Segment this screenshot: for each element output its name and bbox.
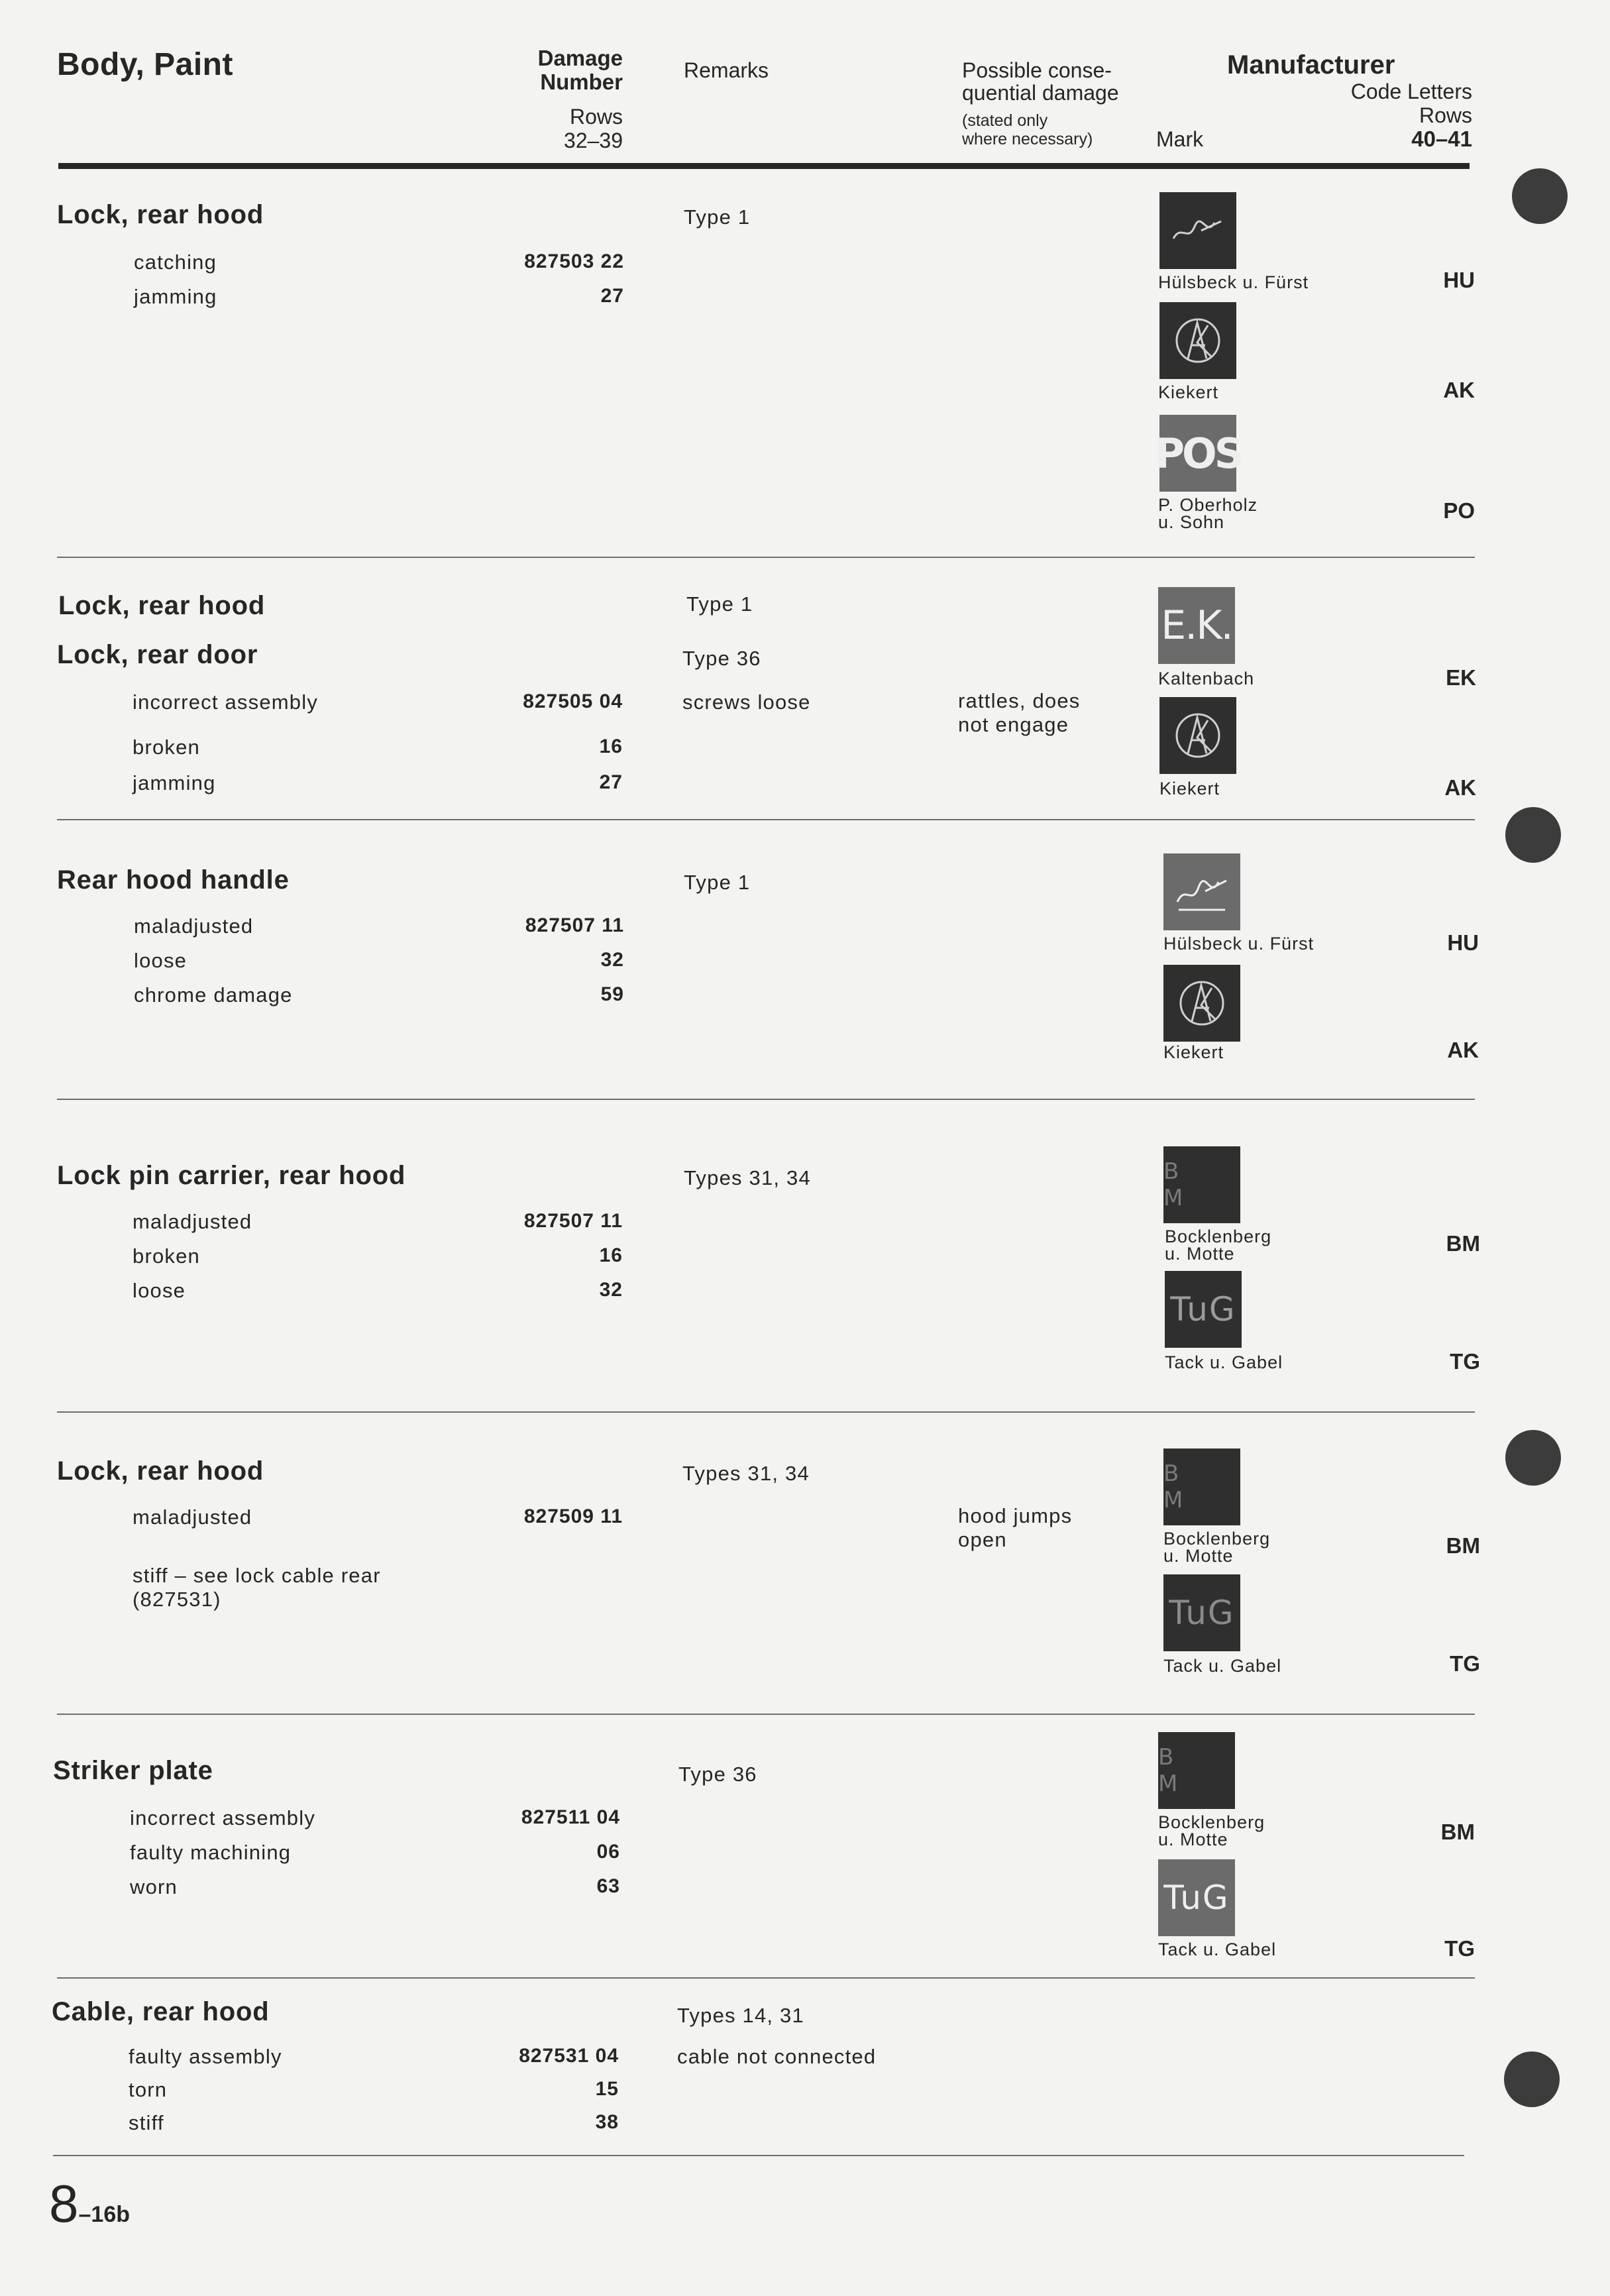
- ak-logo-icon: [1172, 973, 1232, 1033]
- damage-number: 38: [595, 2111, 619, 2133]
- section-title: Lock, rear hood: [58, 591, 266, 620]
- damage-number: 827531 04: [519, 2045, 619, 2067]
- manufacturer-name: Kaltenbach: [1158, 669, 1255, 688]
- item-label: incorrect assembly: [130, 1806, 316, 1830]
- manufacturer-logo: TuG: [1165, 1271, 1242, 1348]
- remark-type: Type 1: [686, 592, 753, 616]
- code-letters-header: Code Letters: [1350, 80, 1472, 103]
- damage-number: 827503 22: [524, 250, 624, 272]
- damage-number-header-line2: Number: [540, 70, 623, 94]
- hu-logo-icon: [1172, 869, 1232, 915]
- section-title: Striker plate: [53, 1756, 213, 1785]
- item-label: loose: [134, 949, 188, 972]
- consequential-damage-line1: hood jumps: [958, 1504, 1073, 1527]
- code-rows-label: Rows: [1419, 103, 1472, 127]
- item-label-line2: (827531): [133, 1588, 221, 1611]
- item-label: chrome damage: [134, 983, 293, 1007]
- code-letters: EK: [1446, 665, 1476, 690]
- code-letters: AK: [1443, 378, 1475, 402]
- manufacturer-logo: [1159, 192, 1236, 269]
- manufacturer-name-line2: u. Sohn: [1158, 512, 1225, 532]
- item-label: catching: [134, 250, 217, 274]
- code-letters: AK: [1447, 1038, 1479, 1062]
- section-title: Cable, rear hood: [52, 1997, 270, 2026]
- remark-type: Types 14, 31: [677, 2004, 804, 2027]
- page-number-suffix: –16b: [78, 2202, 130, 2227]
- remarks-header: Remarks: [684, 58, 769, 82]
- damage-number: 27: [599, 771, 623, 793]
- section-title: Lock, rear door: [57, 640, 258, 669]
- mark-header: Mark: [1156, 127, 1204, 151]
- consequential-note-line2: where necessary): [962, 130, 1093, 148]
- code-letters: PO: [1443, 498, 1475, 523]
- code-letters: BM: [1440, 1820, 1475, 1844]
- item-label: stiff: [129, 2111, 164, 2134]
- damage-number: 827509 11: [523, 1505, 623, 1527]
- code-letters: TG: [1444, 1936, 1475, 1961]
- manufacturer-logo: POS: [1159, 415, 1236, 492]
- manufacturer-name-line1: P. Oberholz: [1158, 495, 1258, 515]
- item-label: broken: [133, 736, 200, 759]
- manufacturer-name: Tack u. Gabel: [1165, 1352, 1283, 1372]
- item-label: torn: [129, 2078, 168, 2101]
- manufacturer-name: Hülsbeck u. Fürst: [1163, 934, 1315, 954]
- remark-type: Type 36: [682, 647, 761, 670]
- punch-hole: [1505, 1430, 1561, 1486]
- manufacturer-logo: B M: [1158, 1732, 1235, 1809]
- punch-hole: [1504, 2051, 1560, 2107]
- page-number-main: 8: [49, 2174, 79, 2233]
- consequential-damage-line2: open: [958, 1528, 1007, 1551]
- rows-range: 32–39: [564, 129, 623, 152]
- damage-number: 63: [596, 1875, 620, 1897]
- remark-type: Type 36: [678, 1763, 757, 1786]
- remark-type: Type 1: [684, 205, 751, 229]
- damage-number: 16: [599, 1244, 623, 1266]
- remark-type: Type 1: [684, 871, 751, 894]
- page-title: Body, Paint: [57, 47, 233, 82]
- item-label: incorrect assembly: [133, 690, 319, 714]
- manufacturer-header: Manufacturer: [1227, 50, 1395, 80]
- damage-number: 06: [596, 1841, 620, 1863]
- section-title: Rear hood handle: [57, 865, 290, 895]
- manufacturer-name-line2: u. Motte: [1165, 1244, 1235, 1264]
- item-label: jamming: [134, 285, 217, 308]
- section-title: Lock, rear hood: [57, 1456, 264, 1486]
- code-letters: TG: [1450, 1349, 1480, 1374]
- item-remark: cable not connected: [677, 2045, 877, 2068]
- manufacturer-logo: B M: [1163, 1146, 1240, 1223]
- punch-hole: [1512, 168, 1568, 224]
- consequential-damage-line1: rattles, does: [958, 689, 1081, 712]
- manufacturer-logo: E.K.: [1158, 587, 1235, 664]
- code-letters: TG: [1450, 1651, 1480, 1676]
- manufacturer-name: Kiekert: [1159, 779, 1220, 798]
- section-divider: [57, 1099, 1475, 1100]
- manufacturer-logo: B M: [1163, 1449, 1240, 1525]
- manufacturer-logo: [1159, 697, 1236, 774]
- damage-number: 827507 11: [523, 1210, 623, 1232]
- damage-number: 15: [595, 2078, 619, 2100]
- damage-number: 32: [599, 1279, 623, 1301]
- item-label: maladjusted: [133, 1210, 252, 1233]
- manufacturer-name-line2: u. Motte: [1163, 1546, 1234, 1566]
- consequential-header-line1: Possible conse-: [962, 58, 1112, 82]
- damage-number: 27: [600, 285, 624, 307]
- manufacturer-name: Hülsbeck u. Fürst: [1158, 272, 1309, 292]
- code-rows-range: 40–41: [1411, 127, 1472, 151]
- manufacturer-name-line1: Bocklenberg: [1163, 1529, 1271, 1549]
- item-label: maladjusted: [134, 914, 254, 938]
- manufacturer-name: Tack u. Gabel: [1163, 1656, 1282, 1676]
- manufacturer-name: Tack u. Gabel: [1158, 1940, 1277, 1959]
- remark-type: Types 31, 34: [682, 1462, 810, 1485]
- code-letters: AK: [1444, 775, 1476, 800]
- manufacturer-name-line2: u. Motte: [1158, 1830, 1228, 1849]
- item-label: broken: [133, 1244, 200, 1268]
- section-divider: [57, 1977, 1475, 1979]
- manufacturer-name: Kiekert: [1163, 1042, 1224, 1062]
- item-label: worn: [130, 1875, 178, 1898]
- section-divider: [57, 557, 1475, 558]
- item-label: maladjusted: [133, 1505, 252, 1529]
- ak-logo-icon: [1168, 311, 1228, 370]
- consequential-header-line2: quential damage: [962, 81, 1119, 105]
- code-letters: BM: [1446, 1533, 1480, 1558]
- section-divider: [53, 2155, 1464, 2156]
- item-label: jamming: [133, 771, 216, 794]
- section-title: Lock, rear hood: [57, 200, 264, 229]
- manufacturer-name-line1: Bocklenberg: [1165, 1227, 1272, 1246]
- item-remark: screws loose: [682, 690, 811, 714]
- item-label: faulty assembly: [129, 2045, 282, 2068]
- damage-number: 827511 04: [521, 1806, 620, 1828]
- consequential-note-line1: (stated only: [962, 111, 1048, 130]
- code-letters: HU: [1443, 268, 1475, 292]
- punch-hole: [1505, 807, 1561, 863]
- damage-number-header-line1: Damage: [537, 46, 623, 70]
- code-letters: HU: [1447, 930, 1479, 955]
- hu-logo-icon: [1168, 211, 1228, 250]
- rows-label: Rows: [569, 105, 623, 129]
- item-label: loose: [133, 1279, 186, 1302]
- item-label-line1: stiff – see lock cable rear: [133, 1564, 381, 1587]
- manufacturer-logo: [1163, 853, 1240, 930]
- page-number: [49, 2173, 130, 2234]
- manufacturer-name: Kiekert: [1158, 382, 1219, 402]
- manufacturer-logo: [1163, 965, 1240, 1042]
- manufacturer-logo: [1159, 302, 1236, 379]
- manufacturer-logo: TuG: [1163, 1574, 1240, 1651]
- code-letters: BM: [1446, 1231, 1480, 1256]
- damage-number: 827505 04: [523, 690, 623, 712]
- damage-number: 59: [600, 983, 624, 1005]
- section-divider: [57, 1411, 1475, 1413]
- consequential-damage-line2: not engage: [958, 713, 1069, 736]
- ak-logo-icon: [1168, 706, 1228, 765]
- damage-number: 827507 11: [525, 914, 624, 936]
- manufacturer-name-line1: Bocklenberg: [1158, 1812, 1265, 1832]
- remark-type: Types 31, 34: [684, 1166, 811, 1189]
- header-rule: [58, 163, 1470, 169]
- item-label: faulty machining: [130, 1841, 292, 1864]
- manufacturer-logo: TuG: [1158, 1859, 1235, 1936]
- section-divider: [57, 1714, 1475, 1715]
- section-divider: [57, 819, 1475, 820]
- damage-number: 16: [599, 736, 623, 757]
- section-title: Lock pin carrier, rear hood: [57, 1161, 406, 1190]
- damage-number: 32: [600, 949, 624, 971]
